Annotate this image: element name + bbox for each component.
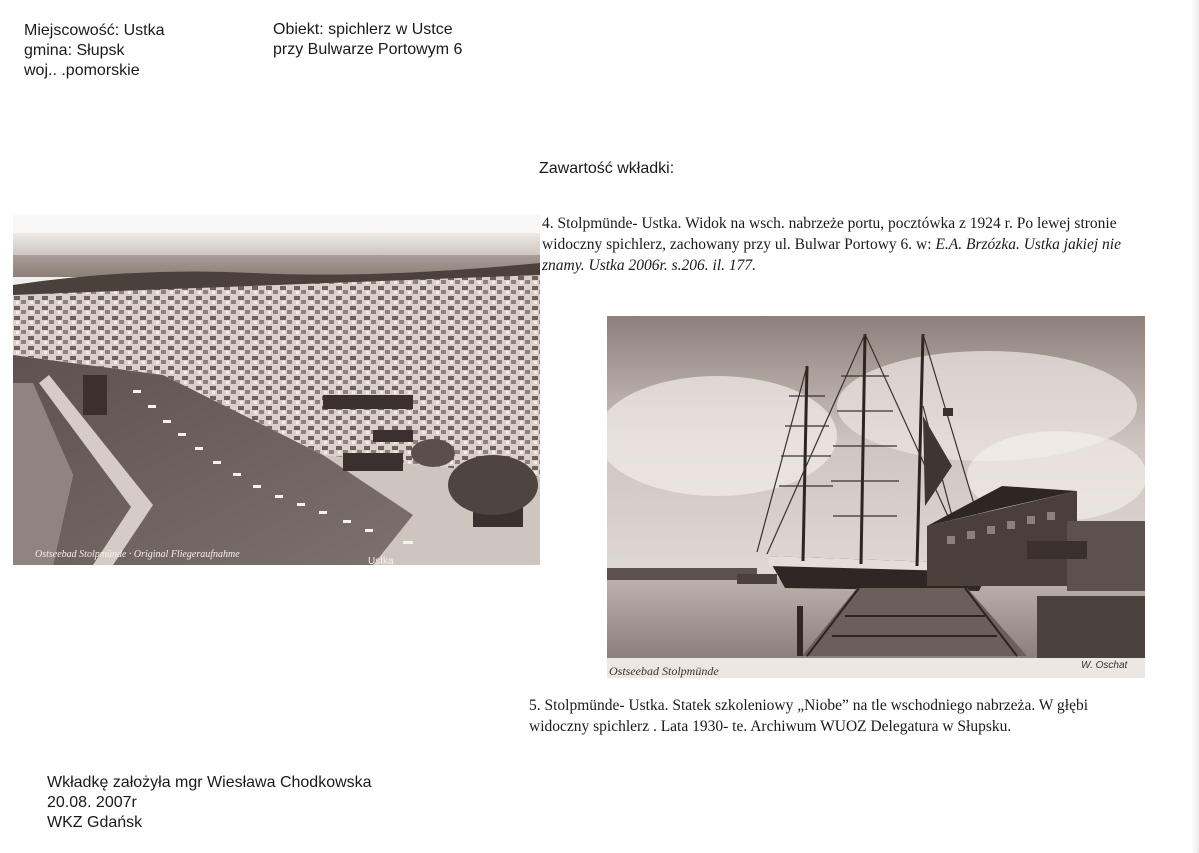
caption-4 xyxy=(542,213,1172,276)
ship-photo-caption: Ostseebad Stolpmünde xyxy=(609,664,719,678)
caption-4-line-3: znamy. Ustka 2006r. s.206. il. 177. xyxy=(542,257,756,274)
location-commune: gmina: Słupsk xyxy=(24,42,125,59)
footer-date: 20.08. 2007r xyxy=(47,794,137,811)
caption-5-line-1: 5. Stolpmünde- Ustka. Statek szkoleniowy „Niobe” na tle wschodniego nabrzeża. W głębi xyxy=(529,697,1089,714)
caption-4-line-1: 4. Stolpmünde- Ustka. Widok na wsch. nabrzeże portu, pocztówka z 1924 r. Po lewej stronie xyxy=(542,215,1117,232)
object-block xyxy=(273,20,462,60)
footer-block xyxy=(47,773,372,833)
footer-office: WKZ Gdańsk xyxy=(47,814,143,831)
aerial-photo-caption: Ostseebad Stolpmünde · Original Fliegeraufnahme xyxy=(35,549,240,560)
ship-niobe-photo xyxy=(607,316,1145,678)
caption-4-line-2-plain: widoczny spichlerz, zachowany przy ul. Bulwar Portowy 6. w: xyxy=(542,236,936,253)
caption-4-line-2-citation: E.A. Brzózka. Ustka jakiej nie xyxy=(935,236,1121,253)
caption-4-line-2 xyxy=(542,234,1172,255)
caption-5 xyxy=(529,695,1159,737)
ship-photo-author: W. Oschat xyxy=(1081,660,1128,671)
caption-5-line-2: widoczny spichlerz . Lata 1930- te. Archiwum WUOZ Delegatura w Słupsku. xyxy=(529,718,1012,735)
aerial-photo-corner-text: Ustka xyxy=(368,556,394,565)
object-name: Obiekt: spichlerz w Ustce xyxy=(273,21,453,38)
contents-heading: Zawartość wkładki: xyxy=(539,160,675,177)
object-address: przy Bulwarze Portowym 6 xyxy=(273,41,463,58)
location-block xyxy=(24,21,164,81)
aerial-port-photo xyxy=(13,215,540,565)
scan-edge-shadow xyxy=(1191,0,1199,853)
location-town: Miejscowość: Ustka xyxy=(24,22,165,39)
footer-author: Wkładkę założyła mgr Wiesława Chodkowska xyxy=(47,774,372,791)
location-voivodeship: woj.. .pomorskie xyxy=(24,62,140,79)
